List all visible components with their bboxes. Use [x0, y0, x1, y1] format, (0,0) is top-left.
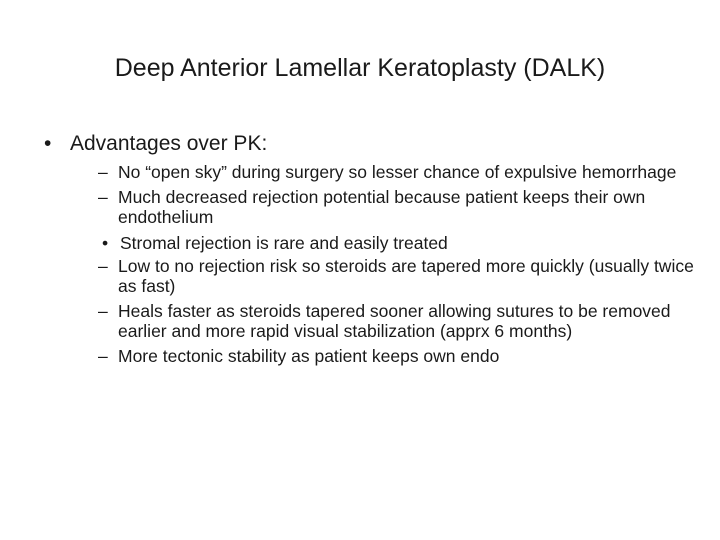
sub-bullet-list [98, 162, 704, 228]
sub-bullet-text: Low to no rejection risk so steroids are tapered more quickly (usually twice as fast) [118, 255, 694, 296]
sub-bullet-list-continued [98, 256, 704, 367]
sub-bullet [98, 301, 704, 342]
sub-bullet-text: No “open sky” during surgery so lesser chance of expulsive hemorrhage [118, 162, 677, 182]
bullet-marker: • [44, 132, 52, 155]
dash-marker: – [98, 345, 108, 366]
dash-marker: – [98, 162, 108, 182]
sub-bullet-text: More tectonic stability as patient keeps own endo [118, 345, 500, 366]
dash-marker: – [98, 186, 108, 207]
sub-bullet-text: Heals faster as steroids tapered sooner allowing sutures to be removed earlier and more rapid visual stabilization (apprx 6 months) [118, 300, 671, 341]
main-bullet [44, 128, 704, 160]
dash-marker: – [98, 255, 108, 276]
main-bullet-text: Advantages over PK: [70, 132, 268, 155]
sub-bullet [98, 346, 704, 367]
nested-bullet-marker: • [102, 232, 109, 253]
sub-bullet-text: Much decreased rejection potential because patient keeps their own endothelium [118, 186, 646, 227]
sub-bullet [98, 256, 704, 297]
dash-marker: – [98, 300, 108, 321]
nested-bullet-text: Stromal rejection is rare and easily treated [120, 232, 448, 253]
sub-bullet [98, 187, 704, 228]
sub-bullet [98, 162, 704, 183]
nested-bullet [102, 232, 704, 254]
slide-title: Deep Anterior Lamellar Keratoplasty (DALK) [114, 54, 606, 82]
slide-content [44, 128, 704, 370]
